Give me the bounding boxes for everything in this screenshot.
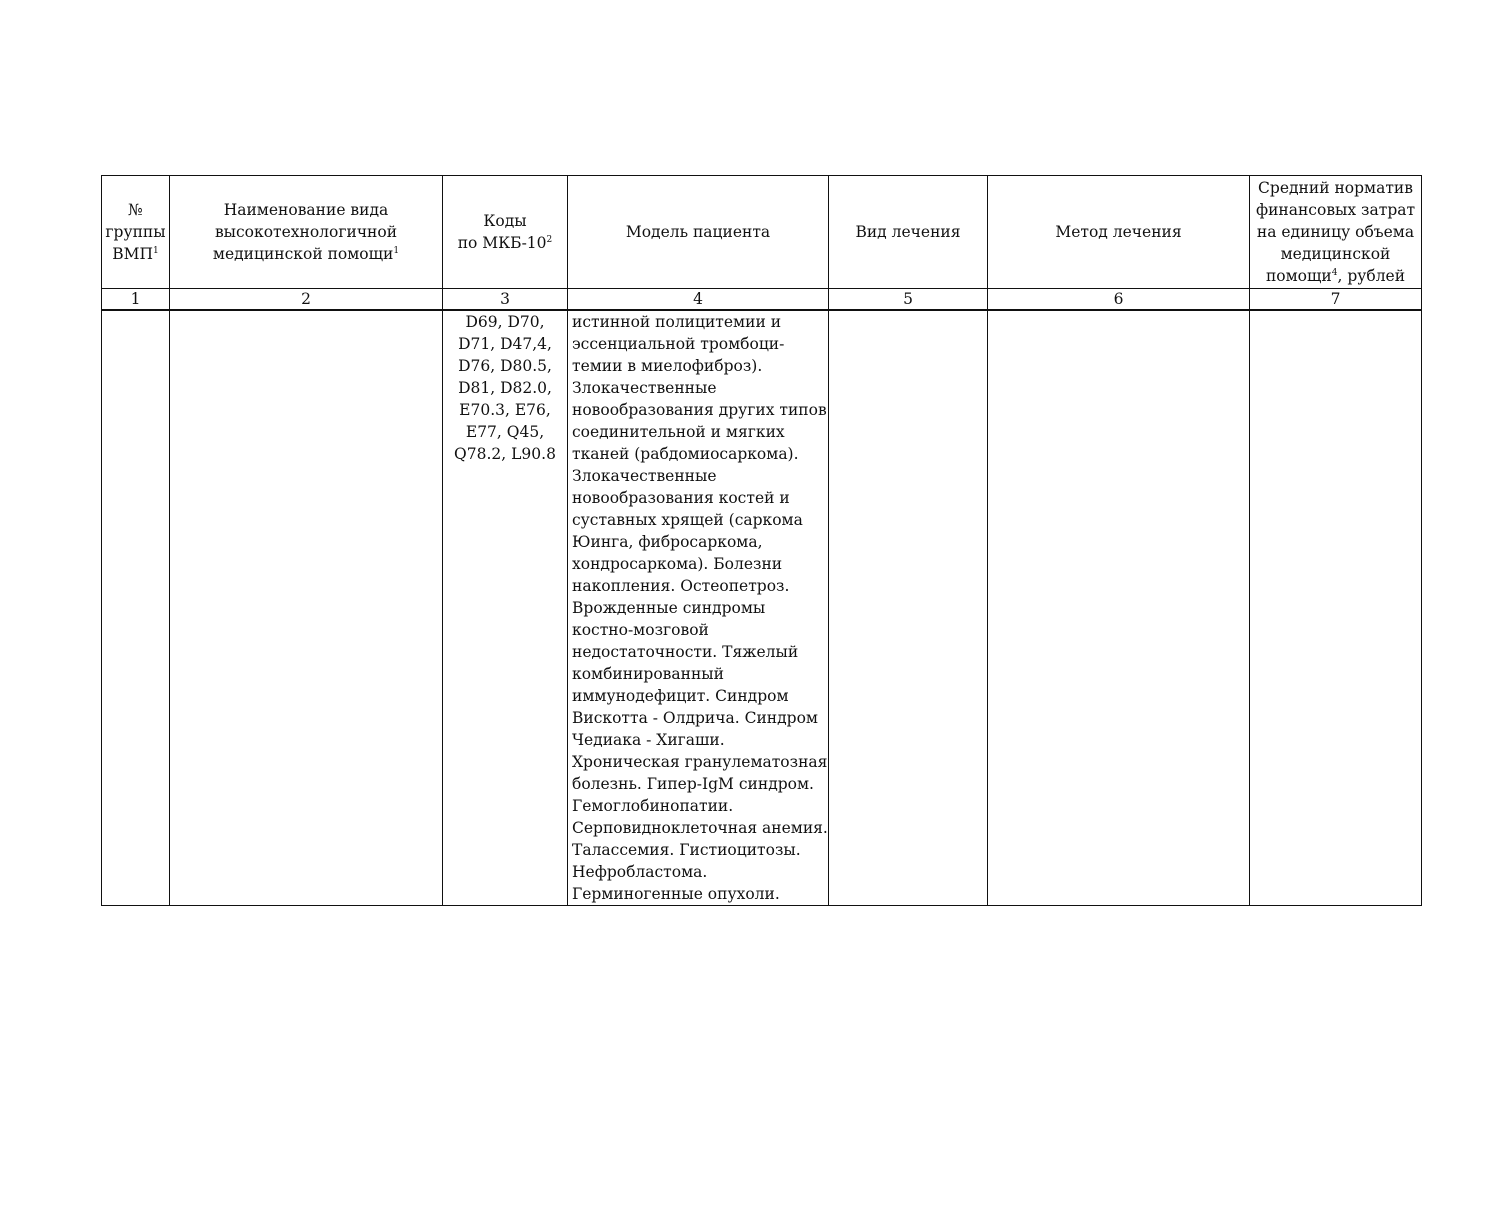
column-number: 1 bbox=[102, 289, 170, 311]
patient-model-line: суставных хрящей (саркома bbox=[572, 511, 803, 529]
column-number-row bbox=[102, 289, 1422, 311]
column-number: 3 bbox=[443, 289, 568, 311]
patient-model-line: костно-мозговой bbox=[572, 621, 709, 639]
patient-model-line: Нефробластома. bbox=[572, 863, 708, 881]
patient-model-line: новообразования костей и bbox=[572, 489, 790, 507]
patient-model-cell bbox=[568, 310, 829, 906]
icd-code-line: D81, D82.0, bbox=[458, 379, 552, 397]
table-row bbox=[102, 310, 1422, 906]
header-treatment-method: Метод лечения bbox=[988, 176, 1250, 289]
patient-model-line: соединительной и мягких bbox=[572, 423, 785, 441]
icd-code-line: Q78.2, L90.8 bbox=[454, 445, 556, 463]
cost-norm-cell bbox=[1250, 310, 1422, 906]
header-cost-norm: Средний норматив финансовых затрат на единицу объема медицинской помощи$^4$, рублей bbox=[1250, 176, 1422, 289]
header-care-name: Наименование вида высокотехнологичной медицинской помощи$^1$ bbox=[170, 176, 443, 289]
column-number: 4 bbox=[568, 289, 829, 311]
patient-model-line: Хроническая гранулематозная bbox=[572, 753, 828, 771]
header-group-number: № группы ВМП$^1$ bbox=[102, 176, 170, 289]
patient-model-line: хондросаркома). Болезни bbox=[572, 555, 783, 573]
treatment-method-cell bbox=[988, 310, 1250, 906]
patient-model-line: Талассемия. Гистиоцитозы. bbox=[572, 841, 801, 859]
icd-code-line: D76, D80.5, bbox=[458, 357, 552, 375]
header-row bbox=[102, 176, 1422, 289]
patient-model-line: эссенциальной тромбоци- bbox=[572, 335, 785, 353]
patient-model-line: болезнь. Гипер-IgM синдром. bbox=[572, 775, 814, 793]
patient-model-line: комбинированный bbox=[572, 665, 724, 683]
patient-model-line: накопления. Остеопетроз. bbox=[572, 577, 790, 595]
column-number: 5 bbox=[829, 289, 988, 311]
icd-code-line: E70.3, E76, bbox=[459, 401, 551, 419]
group-number-cell bbox=[102, 310, 170, 906]
patient-model-line: Гемоглобинопатии. bbox=[572, 797, 734, 815]
patient-model-line: Вискотта - Олдрича. Синдром bbox=[572, 709, 818, 727]
patient-model-line: новообразования других типов bbox=[572, 401, 827, 419]
icd-code-line: D71, D47,4, bbox=[458, 335, 552, 353]
icd-code-line: E77, Q45, bbox=[465, 423, 545, 441]
patient-model-line: недостаточности. Тяжелый bbox=[572, 643, 799, 661]
column-number: 6 bbox=[988, 289, 1250, 311]
patient-model-line: Злокачественные bbox=[572, 467, 717, 485]
column-number: 7 bbox=[1250, 289, 1422, 311]
patient-model-line: иммунодефицит. Синдром bbox=[572, 687, 789, 705]
vmp-table bbox=[101, 175, 1422, 906]
patient-model-line: Герминогенные опухоли. bbox=[572, 885, 780, 903]
icd-code-line: D69, D70, bbox=[465, 313, 545, 331]
icd-codes-cell bbox=[443, 310, 568, 906]
column-number: 2 bbox=[170, 289, 443, 311]
patient-model-line: тканей (рабдомиосаркома). bbox=[572, 445, 799, 463]
patient-model-line: Серповидноклеточная анемия. bbox=[572, 819, 828, 837]
patient-model-line: Врожденные синдромы bbox=[572, 599, 766, 617]
patient-model-line: Чедиака - Хигаши. bbox=[572, 731, 725, 749]
treatment-type-cell bbox=[829, 310, 988, 906]
patient-model-line: истинной полицитемии и bbox=[572, 313, 782, 331]
patient-model-line: Злокачественные bbox=[572, 379, 717, 397]
header-patient-model: Модель пациента bbox=[568, 176, 829, 289]
care-name-cell bbox=[170, 310, 443, 906]
patient-model-line: Юинга, фибросаркома, bbox=[572, 533, 763, 551]
header-treatment-type: Вид лечения bbox=[829, 176, 988, 289]
patient-model-line: темии в миелофиброз). bbox=[572, 357, 763, 375]
header-icd-codes: Коды по МКБ-$10^2$ bbox=[443, 176, 568, 289]
